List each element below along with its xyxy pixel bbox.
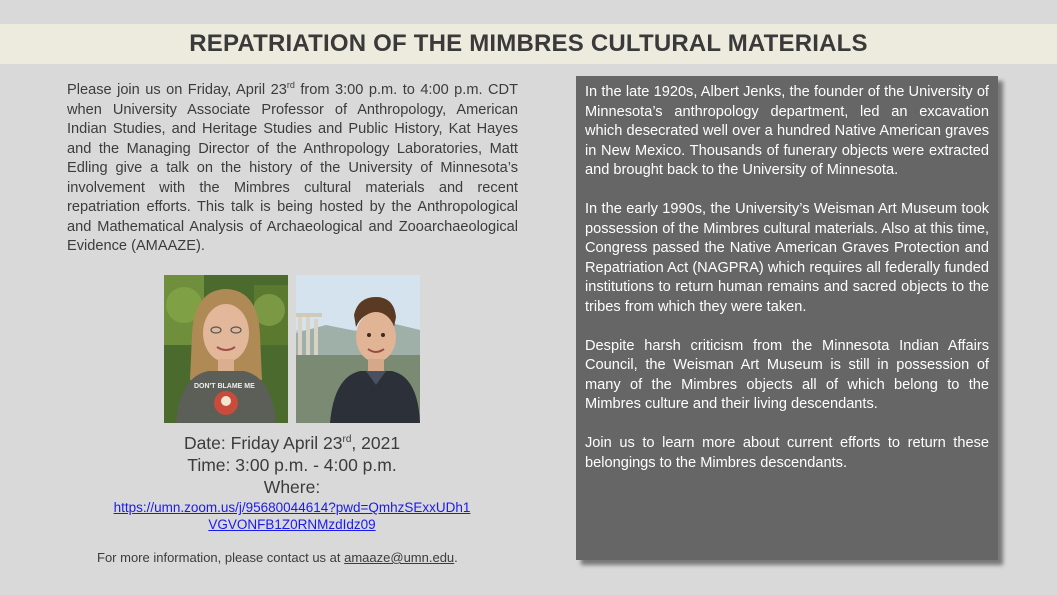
event-date-suffix: rd xyxy=(342,434,352,446)
event-date-text: Date: Friday April 23 xyxy=(183,433,343,453)
contact-text: For more information, please contact us at xyxy=(97,550,345,565)
intro-paragraph xyxy=(67,81,518,257)
speaker-photo-woman xyxy=(164,275,288,423)
speaker-photo-man xyxy=(296,275,420,423)
history-paragraph-1: In the late 1920s, Albert Jenks, the founder of the University of Minnesota’s anthropology department, led an excavation which desecrated well over a hundred Native American graves in New Mexico. Thousands of funerary objects were extracted and brought back to the University of Minnesota. xyxy=(585,84,989,178)
contact-end: . xyxy=(454,550,458,565)
page-title: REPATRIATION OF THE MIMBRES CULTURAL MATERIALS xyxy=(189,30,868,57)
event-date-year: , 2021 xyxy=(351,433,401,453)
contact-info xyxy=(97,550,458,565)
history-paragraph-3: Despite harsh criticism from the Minnesota Indian Affairs Council, the Weisman Art Museum is still in possession of many of the Mimbres objects all of which belong to the Mimbres culture and their living descendants. xyxy=(585,337,989,412)
intro-text-rest: from 3:00 p.m. to 4:00 p.m. CDT when University Associate Professor of Anthropology, American Indian Studies, and Heritage Studies and Public History, Kat Hayes and the Managing Director of the Anthropology Laboratories, Matt Edling give a talk on the history of the University of Minnesota’s involvement with the Mimbres cultural materials and recent repatriation efforts. This talk is being hosted by the Anthropological and Mathematical Analysis of Archaeological and Zooarchaeological Evidence (AMAAZE). xyxy=(67,82,519,254)
shirt-text: DON'T BLAME ME xyxy=(194,383,255,390)
history-panel xyxy=(576,76,998,560)
event-date xyxy=(110,432,474,454)
event-details xyxy=(110,432,474,533)
history-paragraph-2: In the early 1990s, the University’s Weisman Art Museum took possession of the Mimbres cultural materials. Also at this time, Congress passed the Native American Graves Protection and Repatriation Act (NAGPRA) which requires all federally funded institutions to return human remains and sacred objects to the tribes from which they were taken. xyxy=(585,201,989,315)
event-time: Time: 3:00 p.m. - 4:00 p.m. xyxy=(187,455,397,475)
contact-email-link[interactable]: amaaze@umn.edu xyxy=(344,550,455,565)
history-paragraph-4: Join us to learn more about current efforts to return these belongings to the Mimbres descendants. xyxy=(585,435,989,471)
event-location-label: Where: xyxy=(263,477,321,497)
zoom-link[interactable]: https://umn.zoom.us/j/95680044614?pwd=QmhzSExxUDh1VGVONFB1Z0RNMzdIdz09 xyxy=(113,500,471,532)
title-banner xyxy=(0,24,1057,64)
intro-date-suffix: rd xyxy=(286,80,295,91)
intro-text-start: Please join us on Friday, April 23 xyxy=(67,82,287,98)
